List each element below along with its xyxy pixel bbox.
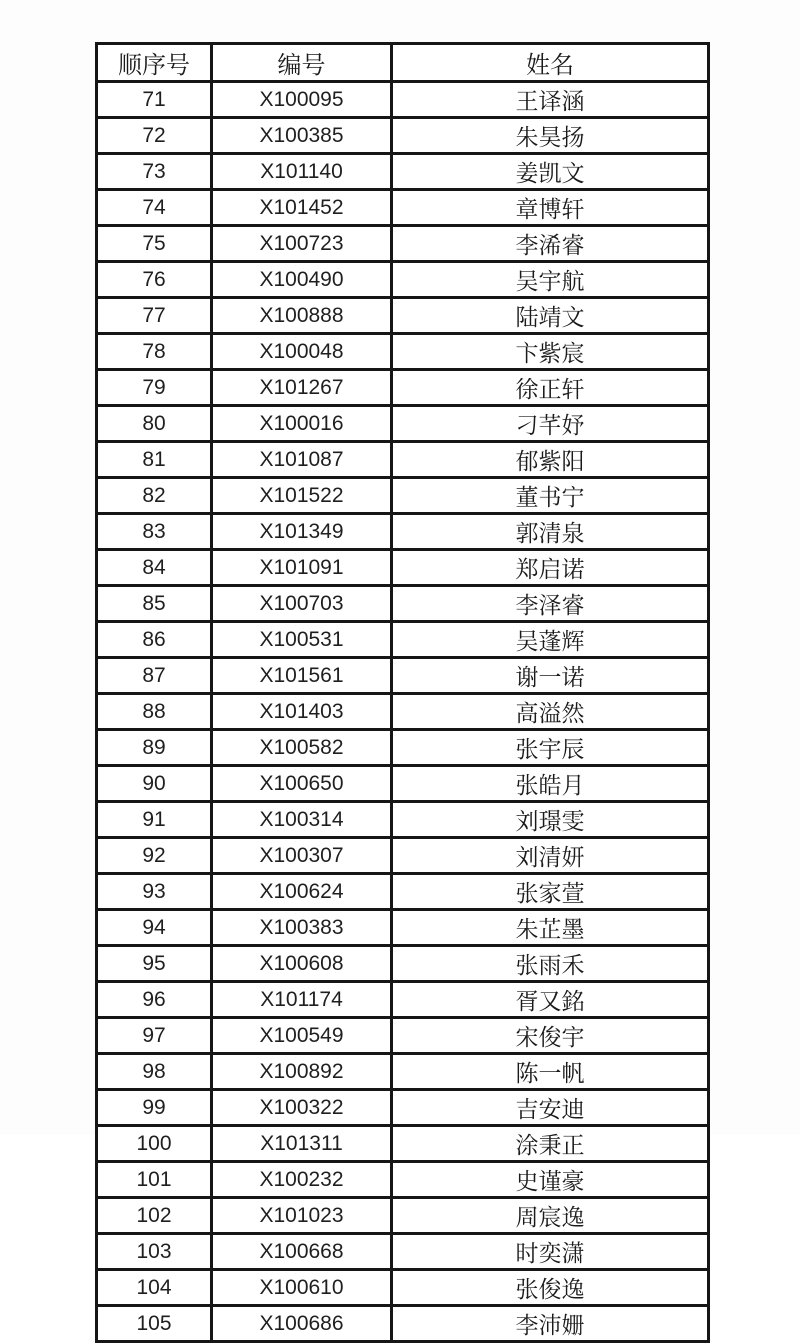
table-row bbox=[97, 946, 709, 982]
code-cell: X101349 bbox=[212, 514, 392, 550]
name-cell: 郭清泉 bbox=[392, 514, 709, 550]
table-row bbox=[97, 910, 709, 946]
name-cell: 史谨豪 bbox=[392, 1162, 709, 1198]
code-cell: X101522 bbox=[212, 478, 392, 514]
name-cell: 吉安迪 bbox=[392, 1090, 709, 1126]
table-row bbox=[97, 694, 709, 730]
sequence-cell: 77 bbox=[97, 298, 212, 334]
sequence-cell: 92 bbox=[97, 838, 212, 874]
code-cell: X101452 bbox=[212, 190, 392, 226]
name-cell: 朱芷墨 bbox=[392, 910, 709, 946]
table-row bbox=[97, 802, 709, 838]
sequence-cell: 82 bbox=[97, 478, 212, 514]
code-cell: X100531 bbox=[212, 622, 392, 658]
name-cell: 张皓月 bbox=[392, 766, 709, 802]
table-row bbox=[97, 478, 709, 514]
sequence-cell: 100 bbox=[97, 1126, 212, 1162]
name-cell: 朱昊扬 bbox=[392, 118, 709, 154]
code-cell: X100490 bbox=[212, 262, 392, 298]
code-cell: X100048 bbox=[212, 334, 392, 370]
code-cell: X100232 bbox=[212, 1162, 392, 1198]
name-cell: 吴宇航 bbox=[392, 262, 709, 298]
sequence-cell: 94 bbox=[97, 910, 212, 946]
table-row bbox=[97, 1090, 709, 1126]
table-row bbox=[97, 586, 709, 622]
table-row bbox=[97, 622, 709, 658]
code-cell: X101091 bbox=[212, 550, 392, 586]
sequence-cell: 91 bbox=[97, 802, 212, 838]
code-cell: X100892 bbox=[212, 1054, 392, 1090]
sequence-cell: 80 bbox=[97, 406, 212, 442]
table-row bbox=[97, 82, 709, 118]
code-cell: X101023 bbox=[212, 1198, 392, 1234]
code-cell: X101087 bbox=[212, 442, 392, 478]
table-row bbox=[97, 406, 709, 442]
sequence-cell: 89 bbox=[97, 730, 212, 766]
sequence-cell: 81 bbox=[97, 442, 212, 478]
name-cell: 谢一诺 bbox=[392, 658, 709, 694]
table-row bbox=[97, 442, 709, 478]
code-cell: X100307 bbox=[212, 838, 392, 874]
name-cell: 李沛姗 bbox=[392, 1306, 709, 1342]
table-row bbox=[97, 550, 709, 586]
name-cell: 涂秉正 bbox=[392, 1126, 709, 1162]
sequence-cell: 83 bbox=[97, 514, 212, 550]
sequence-cell: 86 bbox=[97, 622, 212, 658]
sequence-cell: 105 bbox=[97, 1306, 212, 1342]
table-row bbox=[97, 1018, 709, 1054]
table-row bbox=[97, 226, 709, 262]
name-cell: 高溢然 bbox=[392, 694, 709, 730]
code-cell: X101311 bbox=[212, 1126, 392, 1162]
name-cell: 李泽睿 bbox=[392, 586, 709, 622]
sequence-cell: 71 bbox=[97, 82, 212, 118]
table-row bbox=[97, 334, 709, 370]
sequence-cell: 84 bbox=[97, 550, 212, 586]
code-cell: X100549 bbox=[212, 1018, 392, 1054]
name-cell: 张宇辰 bbox=[392, 730, 709, 766]
table-row bbox=[97, 1234, 709, 1270]
sequence-cell: 79 bbox=[97, 370, 212, 406]
name-cell: 李浠睿 bbox=[392, 226, 709, 262]
column-header-sequence: 顺序号 bbox=[97, 44, 212, 82]
sequence-cell: 85 bbox=[97, 586, 212, 622]
name-cell: 姜凯文 bbox=[392, 154, 709, 190]
code-cell: X101174 bbox=[212, 982, 392, 1018]
table-row bbox=[97, 298, 709, 334]
table-row bbox=[97, 766, 709, 802]
sequence-cell: 96 bbox=[97, 982, 212, 1018]
sequence-cell: 103 bbox=[97, 1234, 212, 1270]
sequence-cell: 93 bbox=[97, 874, 212, 910]
sequence-cell: 73 bbox=[97, 154, 212, 190]
name-cell: 王译涵 bbox=[392, 82, 709, 118]
code-cell: X100703 bbox=[212, 586, 392, 622]
table-row bbox=[97, 370, 709, 406]
name-cell: 刘清妍 bbox=[392, 838, 709, 874]
sequence-cell: 78 bbox=[97, 334, 212, 370]
table-row bbox=[97, 982, 709, 1018]
table-row bbox=[97, 154, 709, 190]
table-row bbox=[97, 190, 709, 226]
code-cell: X101561 bbox=[212, 658, 392, 694]
code-cell: X100668 bbox=[212, 1234, 392, 1270]
table-row bbox=[97, 1126, 709, 1162]
name-cell: 吴蓬辉 bbox=[392, 622, 709, 658]
code-cell: X100016 bbox=[212, 406, 392, 442]
code-cell: X100314 bbox=[212, 802, 392, 838]
code-cell: X100322 bbox=[212, 1090, 392, 1126]
name-cell: 宋俊宇 bbox=[392, 1018, 709, 1054]
roster-table bbox=[95, 42, 710, 1343]
name-cell: 董书宁 bbox=[392, 478, 709, 514]
sequence-cell: 97 bbox=[97, 1018, 212, 1054]
name-cell: 郑启诺 bbox=[392, 550, 709, 586]
roster-table-body bbox=[97, 82, 709, 1342]
name-cell: 时奕潇 bbox=[392, 1234, 709, 1270]
name-cell: 郁紫阳 bbox=[392, 442, 709, 478]
name-cell: 周宸逸 bbox=[392, 1198, 709, 1234]
table-row bbox=[97, 1054, 709, 1090]
code-cell: X100624 bbox=[212, 874, 392, 910]
name-cell: 胥又銘 bbox=[392, 982, 709, 1018]
sequence-cell: 76 bbox=[97, 262, 212, 298]
code-cell: X100582 bbox=[212, 730, 392, 766]
code-cell: X100608 bbox=[212, 946, 392, 982]
column-header-code: 编号 bbox=[212, 44, 392, 82]
sequence-cell: 72 bbox=[97, 118, 212, 154]
header-row bbox=[97, 44, 709, 82]
table-row bbox=[97, 1198, 709, 1234]
table-row bbox=[97, 514, 709, 550]
table-row bbox=[97, 838, 709, 874]
sequence-cell: 102 bbox=[97, 1198, 212, 1234]
sequence-cell: 87 bbox=[97, 658, 212, 694]
name-cell: 徐正轩 bbox=[392, 370, 709, 406]
sequence-cell: 95 bbox=[97, 946, 212, 982]
code-cell: X100385 bbox=[212, 118, 392, 154]
code-cell: X101267 bbox=[212, 370, 392, 406]
code-cell: X100383 bbox=[212, 910, 392, 946]
code-cell: X100650 bbox=[212, 766, 392, 802]
code-cell: X101140 bbox=[212, 154, 392, 190]
sequence-cell: 98 bbox=[97, 1054, 212, 1090]
sequence-cell: 74 bbox=[97, 190, 212, 226]
sequence-cell: 99 bbox=[97, 1090, 212, 1126]
table-row bbox=[97, 730, 709, 766]
name-cell: 卞紫宸 bbox=[392, 334, 709, 370]
sequence-cell: 104 bbox=[97, 1270, 212, 1306]
name-cell: 章博轩 bbox=[392, 190, 709, 226]
code-cell: X100610 bbox=[212, 1270, 392, 1306]
table-row bbox=[97, 1306, 709, 1342]
name-cell: 刁芊妤 bbox=[392, 406, 709, 442]
code-cell: X100686 bbox=[212, 1306, 392, 1342]
table-row bbox=[97, 658, 709, 694]
code-cell: X100723 bbox=[212, 226, 392, 262]
code-cell: X100888 bbox=[212, 298, 392, 334]
name-cell: 张俊逸 bbox=[392, 1270, 709, 1306]
table-row bbox=[97, 262, 709, 298]
sequence-cell: 101 bbox=[97, 1162, 212, 1198]
table-row bbox=[97, 118, 709, 154]
name-cell: 刘璟雯 bbox=[392, 802, 709, 838]
code-cell: X101403 bbox=[212, 694, 392, 730]
column-header-name: 姓名 bbox=[392, 44, 709, 82]
name-cell: 陈一帆 bbox=[392, 1054, 709, 1090]
name-cell: 陆靖文 bbox=[392, 298, 709, 334]
name-cell: 张雨禾 bbox=[392, 946, 709, 982]
roster-table-header bbox=[97, 44, 709, 82]
code-cell: X100095 bbox=[212, 82, 392, 118]
table-row bbox=[97, 1162, 709, 1198]
sequence-cell: 88 bbox=[97, 694, 212, 730]
sequence-cell: 75 bbox=[97, 226, 212, 262]
name-cell: 张家萱 bbox=[392, 874, 709, 910]
table-row bbox=[97, 874, 709, 910]
table-row bbox=[97, 1270, 709, 1306]
sequence-cell: 90 bbox=[97, 766, 212, 802]
